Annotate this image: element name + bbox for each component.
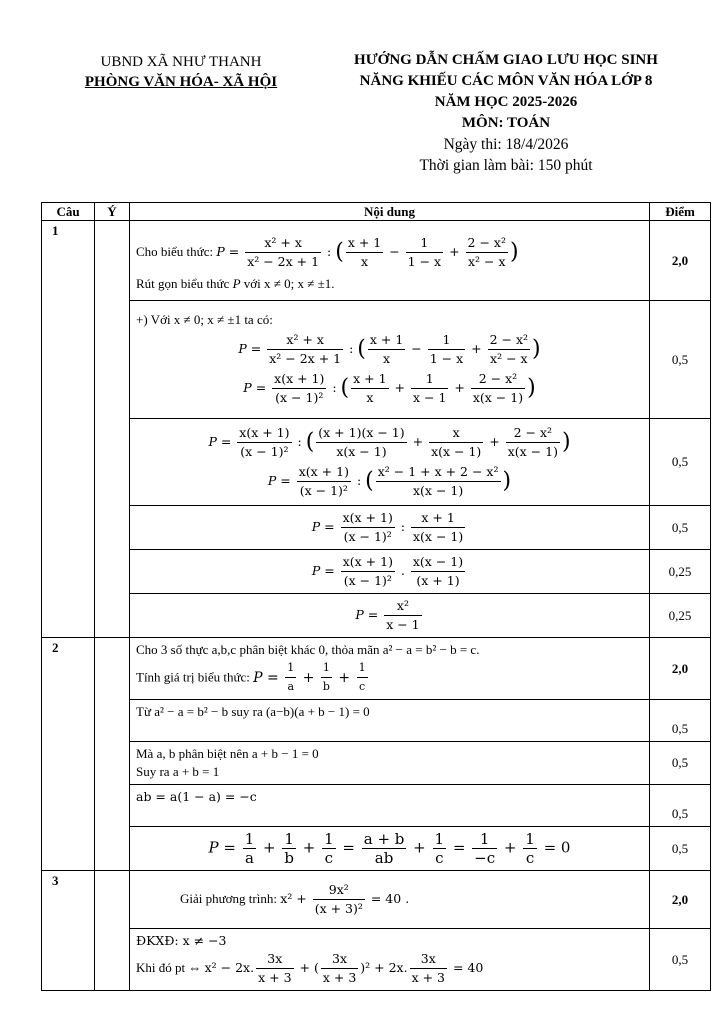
part-cell xyxy=(95,221,130,638)
table-row xyxy=(42,827,711,871)
header-organization xyxy=(66,52,296,92)
exam-date: Ngày thi: 18/4/2026 xyxy=(443,136,569,153)
title-line-1: HƯỚNG DẪN CHẤM GIAO LƯU HỌC SINH xyxy=(354,52,658,68)
table-row xyxy=(42,929,711,991)
org-line-1: UBND XÃ NHƯ THANH xyxy=(100,54,262,70)
points-cell: 0,25 xyxy=(650,594,711,638)
q1-step-1: +) Với x ≠ 0; x ≠ ±1 ta có: P = $\frac{\text{x² + x}}{\text{x² − 2x + 1}}$ : ( $\frac{x + 1}{x}$ − $\frac{1}{1 - x}$ + $\frac{\text{2 − x²}}{\text{x² − x}}$ ) P = $\frac{x(x + 1)}{\text{(x − 1)²}}$ : ( $\frac{x + 1}{x}$ + $\frac{1}{x - 1}$ + $\frac{\text{2 − x²}}{x(x - 1)}$ ) xyxy=(130,301,650,419)
q1-step-5: P = $\frac{\text{x²}}{x - 1}$ xyxy=(130,594,650,638)
q1-prompt: Cho biểu thức: P = $\frac{\text{x² + x}}{\text{x² − 2x + 1}}$ : ( $\frac{x + 1}{x}$ − $\frac{1}{1 - x}$ + $\frac{\text{2 − x²}}{\text{x² − x}}$ ) Rút gọn biểu thức P với x ≠ 0; x ≠ ±1. xyxy=(130,221,650,301)
q2-step-2: Mà a, b phân biệt nên a + b − 1 = 0 Suy ra a + b = 1 xyxy=(130,742,650,785)
table-row xyxy=(42,700,711,742)
points-cell: 0,5 xyxy=(650,742,711,785)
question-number: 2 xyxy=(42,638,95,871)
exam-duration: Thời gian làm bài: 150 phút xyxy=(419,157,593,174)
points-cell: 0,5 xyxy=(650,506,711,550)
subject-title: MÔN: TOÁN xyxy=(461,115,551,131)
q1-step-4: P = $\frac{x(x + 1)}{\text{(x − 1)²}}$ . $\frac{x(x - 1)}{(x + 1)}$ xyxy=(130,550,650,594)
points-cell: 0,5 xyxy=(650,827,711,871)
col-header-question: Câu xyxy=(42,203,95,221)
title-line-2: NĂNG KHIẾU CÁC MÔN VĂN HÓA LỚP 8 xyxy=(359,73,653,89)
table-row xyxy=(42,785,711,827)
points-cell: 0,5 xyxy=(650,700,711,742)
points-cell: 2,0 xyxy=(650,871,711,929)
table-row xyxy=(42,638,711,700)
title-line-3: NĂM HỌC 2025-2026 xyxy=(434,94,578,110)
q2-step-1: Từ a² − a = b² − b suy ra (a−b)(a + b − 1) = 0 xyxy=(130,700,650,742)
table-row xyxy=(42,742,711,785)
q2-step-3: ab = a(1 − a) = −c xyxy=(130,785,650,827)
points-cell: 0,5 xyxy=(650,419,711,506)
points-cell: 0,5 xyxy=(650,785,711,827)
table-row xyxy=(42,301,711,419)
q3-step-1: ĐKXĐ: x ≠ −3 Khi đó pt ⇔ x² − 2x. $\frac{3x}{x + 3}$ + ( $\frac{3x}{x + 3}$ )² + 2x. $\frac{3x}{x + 3}$ = 40 xyxy=(130,929,650,991)
q2-prompt: Cho 3 số thực a,b,c phân biệt khác 0, thỏa mãn a² − a = b² − b = c. Tính giá trị biểu thức: P = $\frac{1}{a}$ + $\frac{1}{b}$ + $\frac{1}{c}$ xyxy=(130,638,650,700)
points-cell: 2,0 xyxy=(650,638,711,700)
question-number: 1 xyxy=(42,221,95,638)
col-header-points: Điểm xyxy=(650,203,711,221)
table-row xyxy=(42,871,711,929)
header-title-block xyxy=(300,50,712,176)
part-cell xyxy=(95,638,130,871)
points-cell: 0,25 xyxy=(650,550,711,594)
question-number: 3 xyxy=(42,871,95,991)
table-row xyxy=(42,506,711,550)
col-header-part: Ý xyxy=(95,203,130,221)
points-cell: 0,5 xyxy=(650,301,711,419)
q2-step-4: P = $\frac{1}{a}$ + $\frac{1}{b}$ + $\frac{1}{c}$ = $\frac{a + b}{ab}$ + $\frac{1}{c}$ = $\frac{1}{-c}$ + $\frac{1}{c}$ = 0 xyxy=(130,827,650,871)
grading-table xyxy=(41,202,711,991)
table-row xyxy=(42,221,711,301)
table-row xyxy=(42,419,711,506)
q1-step-3: P = $\frac{x(x + 1)}{\text{(x − 1)²}}$ : $\frac{x + 1}{x(x - 1)}$ xyxy=(130,506,650,550)
col-header-content: Nội dung xyxy=(130,203,650,221)
table-row xyxy=(42,550,711,594)
points-cell: 0,5 xyxy=(650,929,711,991)
table-header-row xyxy=(42,203,711,221)
table-row xyxy=(42,594,711,638)
org-line-2: PHÒNG VĂN HÓA- XÃ HỘI xyxy=(84,74,278,90)
q3-prompt: Giải phương trình: x² + $\frac{\text{9x²}}{\text{(x + 3)²}}$ = 40 . xyxy=(130,871,650,929)
q1-step-2: P = $\frac{x(x + 1)}{\text{(x − 1)²}}$ : ( $\frac{(x + 1)(x - 1)}{x(x - 1)}$ + $\frac{x}{x(x - 1)}$ + $\frac{\text{2 − x²}}{x(x - 1)}$ ) P = $\frac{x(x + 1)}{\text{(x − 1)²}}$ : ( $\frac{\text{x² − 1 + x + 2 − x²}}{x(x - 1)}$ ) xyxy=(130,419,650,506)
part-cell xyxy=(95,871,130,991)
points-cell: 2,0 xyxy=(650,221,711,301)
